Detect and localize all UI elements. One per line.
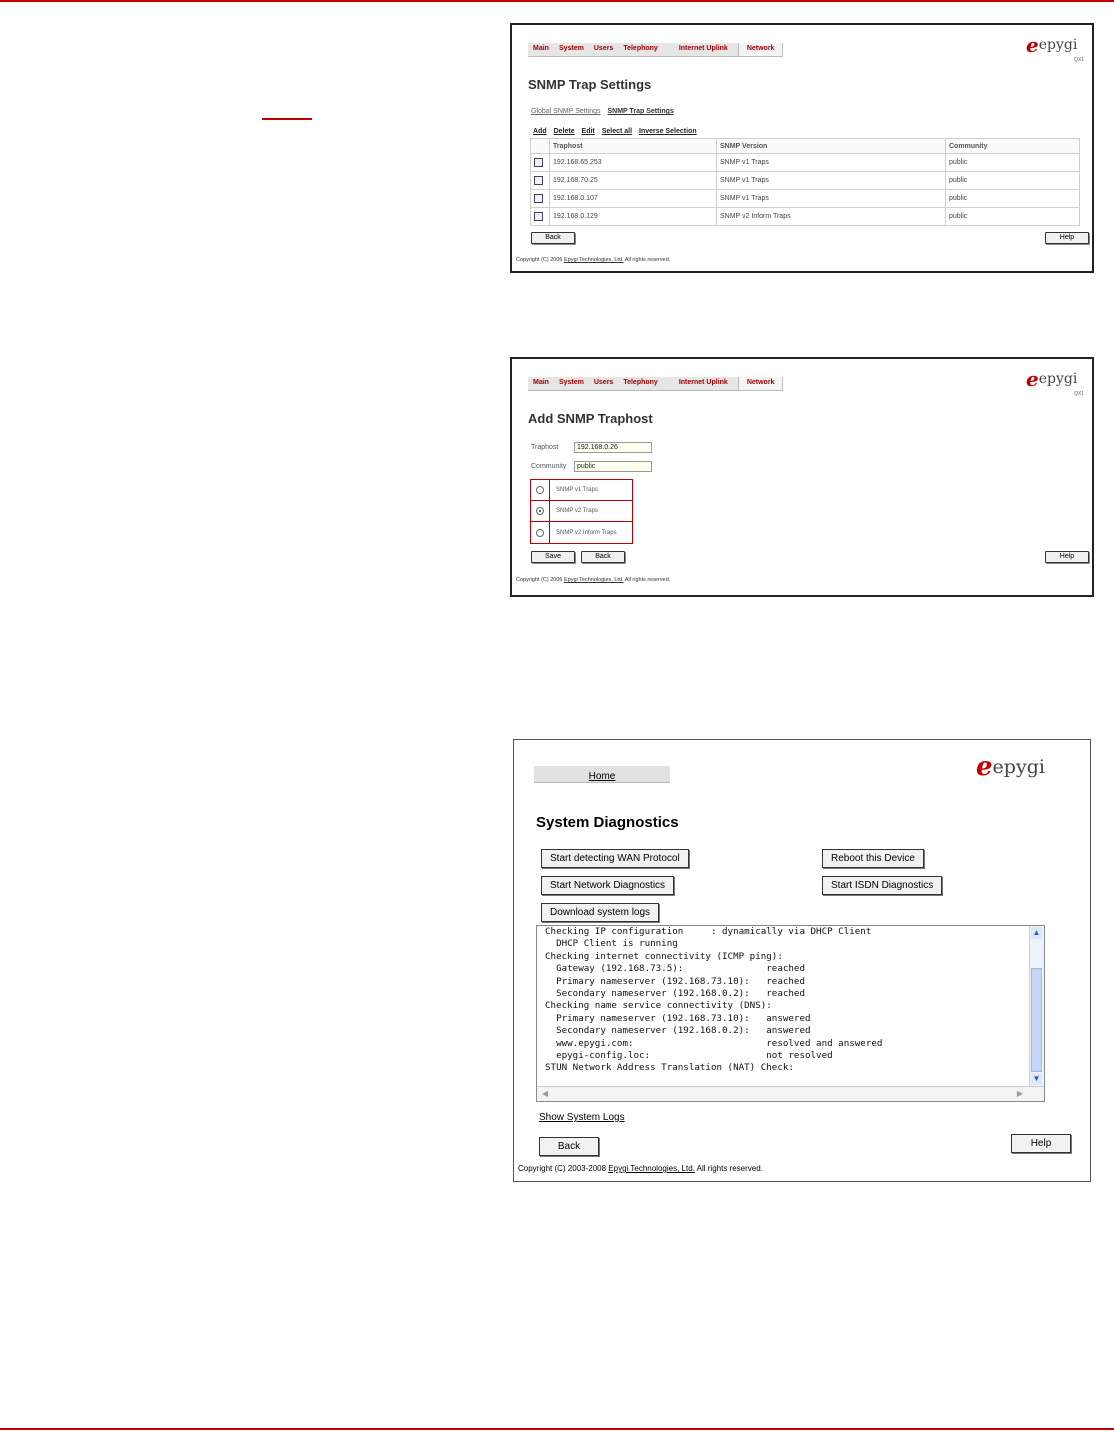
system-diagnostics-screenshot xyxy=(513,739,1091,1182)
row-checkbox[interactable] xyxy=(534,176,543,185)
reboot-button[interactable]: Reboot this Device xyxy=(822,849,924,868)
help-button[interactable]: Help xyxy=(1011,1134,1071,1153)
page-title: System Diagnostics xyxy=(536,814,679,831)
add-snmp-traphost-screenshot xyxy=(510,357,1094,597)
cell-version: SNMP v2 Inform Traps xyxy=(717,208,946,226)
traphost-label: Traphost xyxy=(531,444,559,451)
cell-community: public xyxy=(946,154,1080,172)
community-label: Community xyxy=(531,463,567,470)
select-all-link[interactable]: Select all xyxy=(601,128,633,135)
scroll-right-icon[interactable]: ▶ xyxy=(1016,1089,1024,1098)
copyright: Copyright (C) 2006 Epygi Technologies, Ltd. All rights reserved. xyxy=(516,577,671,583)
table-row[interactable] xyxy=(531,154,1080,172)
top-nav xyxy=(528,377,783,391)
table-header-row xyxy=(531,139,1080,154)
epygi-logo: e epygi QX1 xyxy=(1026,367,1085,397)
radio-button[interactable] xyxy=(536,529,544,537)
scroll-up-icon[interactable]: ▲ xyxy=(1032,928,1041,937)
top-rule xyxy=(0,0,1114,2)
show-system-logs-link[interactable]: Show System Logs xyxy=(539,1112,625,1123)
col-traphost: Traphost xyxy=(550,139,717,154)
home-tab[interactable] xyxy=(534,766,670,783)
start-network-diagnostics-button[interactable]: Start Network Diagnostics xyxy=(541,876,674,895)
radio-label: SNMP v1 Traps xyxy=(556,487,598,493)
link-global-snmp-settings[interactable]: Global SNMP Settings xyxy=(531,108,601,115)
radio-label: SNMP v2 Traps xyxy=(556,508,598,514)
radio-button[interactable] xyxy=(536,486,544,494)
scroll-thumb[interactable] xyxy=(1031,968,1042,1072)
nav-users[interactable]: Users xyxy=(593,379,614,386)
snmp-trap-settings-screenshot xyxy=(510,23,1094,273)
nav-main[interactable]: Main xyxy=(533,45,549,52)
save-button[interactable]: Save xyxy=(531,551,575,563)
epygi-logo: e epygi xyxy=(976,752,1045,782)
radio-label: SNMP v2 Inform Traps xyxy=(556,529,617,536)
back-button[interactable]: Back xyxy=(539,1137,599,1156)
cell-version: SNMP v1 Traps xyxy=(717,172,946,190)
vertical-scrollbar[interactable] xyxy=(1029,926,1044,1086)
back-button[interactable]: Back xyxy=(531,232,575,244)
nav-internet-uplink[interactable]: Internet Uplink xyxy=(678,379,728,386)
cell-community: public xyxy=(946,172,1080,190)
start-isdn-diagnostics-button[interactable]: Start ISDN Diagnostics xyxy=(822,876,942,895)
epygi-link[interactable]: Epygi Technologies, Ltd. xyxy=(564,257,624,263)
top-nav xyxy=(528,43,783,57)
table-row[interactable] xyxy=(531,172,1080,190)
help-button[interactable]: Help xyxy=(1045,551,1089,563)
community-input[interactable]: public xyxy=(574,461,652,472)
home-link[interactable]: Home xyxy=(588,771,616,782)
radio-option-v1[interactable] xyxy=(531,480,632,501)
copyright: Copyright (C) 2006 Epygi Technologies, Ltd. All rights reserved. xyxy=(516,257,671,263)
nav-users[interactable]: Users xyxy=(593,45,614,52)
settings-sublinks xyxy=(531,108,679,115)
traphost-input[interactable]: 192.168.0.26 xyxy=(574,442,652,453)
table-row[interactable] xyxy=(531,190,1080,208)
console-text: Checking IP configuration : dynamically via DHCP Client DHCP Client is running Checking internet connectivity (ICMP ping): Gateway (192.168.73.5): reached Primary nameserver (192.168.73.10): reached Secondary nameserver (192.168.0.2): reached Checking name service connectivity (DNS): Primary nameserver (192.168.73.10): answered Secondary nameserver (192.168.0.2): answered www.epygi.com: resolved and answered epygi-config.loc: not resolved STUN Network Address Translation (NAT) Check: xyxy=(545,926,883,1074)
copyright: Copyright (C) 2003-2008 Epygi Technologies, Ltd. All rights reserved. xyxy=(518,1164,763,1173)
nav-internet-uplink[interactable]: Internet Uplink xyxy=(678,45,728,52)
cell-version: SNMP v1 Traps xyxy=(717,190,946,208)
cell-traphost: 192.168.65.253 xyxy=(550,154,717,172)
traphost-table xyxy=(530,138,1080,226)
add-link[interactable]: Add xyxy=(533,128,547,135)
nav-main[interactable]: Main xyxy=(533,379,549,386)
scroll-left-icon[interactable]: ◀ xyxy=(541,1089,549,1098)
page-title: Add SNMP Traphost xyxy=(528,411,653,426)
radio-button-selected[interactable] xyxy=(536,507,544,515)
nav-telephony[interactable]: Telephony xyxy=(623,45,658,52)
edit-link[interactable]: Edit xyxy=(581,128,595,135)
table-toolbar xyxy=(533,128,702,135)
radio-option-v2[interactable] xyxy=(531,501,632,522)
page-title: SNMP Trap Settings xyxy=(528,77,652,92)
cell-traphost: 192.168.0.129 xyxy=(550,208,717,226)
row-checkbox[interactable] xyxy=(534,212,543,221)
link-snmp-trap-settings[interactable]: SNMP Trap Settings xyxy=(607,108,674,115)
table-row[interactable] xyxy=(531,208,1080,226)
red-underline-mark xyxy=(262,118,312,120)
snmp-version-radio-group xyxy=(530,479,633,544)
horizontal-scrollbar[interactable] xyxy=(537,1086,1044,1101)
cell-traphost: 192.168.0.107 xyxy=(550,190,717,208)
epygi-link[interactable]: Epygi Technologies, Ltd. xyxy=(608,1164,695,1173)
diagnostics-output[interactable] xyxy=(536,925,1045,1102)
row-checkbox[interactable] xyxy=(534,158,543,167)
epygi-logo: e epygi QX1 xyxy=(1026,33,1085,63)
download-logs-button[interactable]: Download system logs xyxy=(541,903,659,922)
radio-option-v2-inform[interactable] xyxy=(531,522,632,543)
nav-system[interactable]: System xyxy=(558,379,584,386)
col-snmp-version: SNMP Version xyxy=(717,139,946,154)
nav-system[interactable]: System xyxy=(558,45,584,52)
select-column-header xyxy=(531,139,550,154)
epygi-link[interactable]: Epygi Technologies, Ltd. xyxy=(564,577,624,583)
start-wan-detect-button[interactable]: Start detecting WAN Protocol xyxy=(541,849,689,868)
scroll-down-icon[interactable]: ▼ xyxy=(1032,1074,1041,1083)
help-button[interactable]: Help xyxy=(1045,232,1089,244)
nav-network[interactable]: Network xyxy=(738,43,784,56)
col-community: Community xyxy=(946,139,1080,154)
delete-link[interactable]: Delete xyxy=(553,128,575,135)
nav-network[interactable]: Network xyxy=(738,377,784,390)
row-checkbox[interactable] xyxy=(534,194,543,203)
cell-version: SNMP v1 Traps xyxy=(717,154,946,172)
back-button[interactable]: Back xyxy=(581,551,625,563)
inverse-selection-link[interactable]: Inverse Selection xyxy=(639,128,697,135)
nav-telephony[interactable]: Telephony xyxy=(623,379,658,386)
cell-community: public xyxy=(946,208,1080,226)
cell-traphost: 192.168.70.25 xyxy=(550,172,717,190)
cell-community: public xyxy=(946,190,1080,208)
bottom-rule xyxy=(0,1428,1114,1430)
